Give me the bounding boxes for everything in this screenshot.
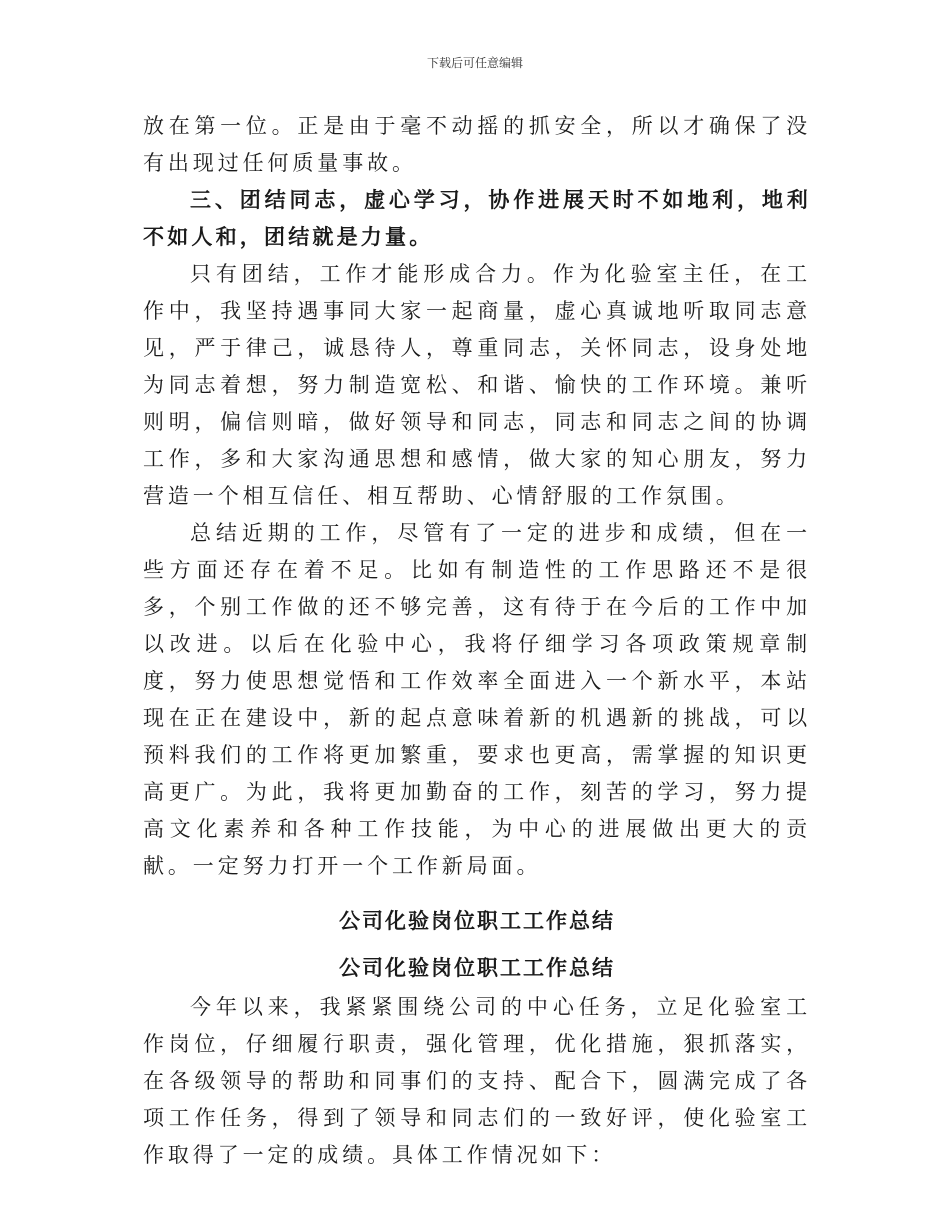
document-title: 公司化验岗位职工工作总结 xyxy=(339,909,615,933)
paragraph-summary: 总结近期的工作，尽管有了一定的进步和成绩，但在一些方面还存在着不足。比如有制造性的工作思路还不是很多，个别工作做的还不够完善，这有待于在今后的工作中加以改进。以后在化验中心，我将仔细学习各项政策规章制度，努力使思想觉悟和工作效率全面进入一个新水平，本站现在正在建设中，新的起点意味着新的机遇新的挑战，可以预料我们的工作将更加繁重，要求也更高，需掌握的知识更高更广。为此，我将更加勤奋的工作，刻苦的学习，努力提高文化素养和各种工作技能，为中心的进展做出更大的贡献。一定努力打开一个工作新局面。 xyxy=(143,521,811,878)
page-header-note: 下载后可任意编辑 xyxy=(426,56,523,70)
document-body xyxy=(143,108,811,1174)
section-heading-three: 三、团结同志，虚心学习，协作进展天时不如地利，地利不如人和，团结就是力量。 xyxy=(143,188,811,249)
document-subtitle: 公司化验岗位职工工作总结 xyxy=(339,956,615,980)
paragraph-continued: 放在第一位。正是由于毫不动摇的抓安全，所以才确保了没有出现过任何质量事故。 xyxy=(143,114,811,175)
paragraph-unity: 只有团结，工作才能形成合力。作为化验室主任，在工作中，我坚持遇事同大家一起商量，虚心真诚地听取同志意见，严于律己，诚恳待人，尊重同志，关怀同志，设身处地为同志着想，努力制造宽松、和谐、愉快的工作环境。兼听则明，偏信则暗，做好领导和同志，同志和同志之间的协调工作，多和大家沟通思想和感情，做大家的知心朋友，努力营造一个相互信任、相互帮助、心情舒服的工作氛围。 xyxy=(143,262,811,508)
paragraph-intro: 今年以来，我紧紧围绕公司的中心任务，立足化验室工作岗位，仔细履行职责，强化管理，优化措施，狠抓落实，在各级领导的帮助和同事们的支持、配合下，圆满完成了各项工作任务，得到了领导和同志们的一致好评，使化验室工作取得了一定的成绩。具体工作情况如下： xyxy=(143,995,811,1167)
